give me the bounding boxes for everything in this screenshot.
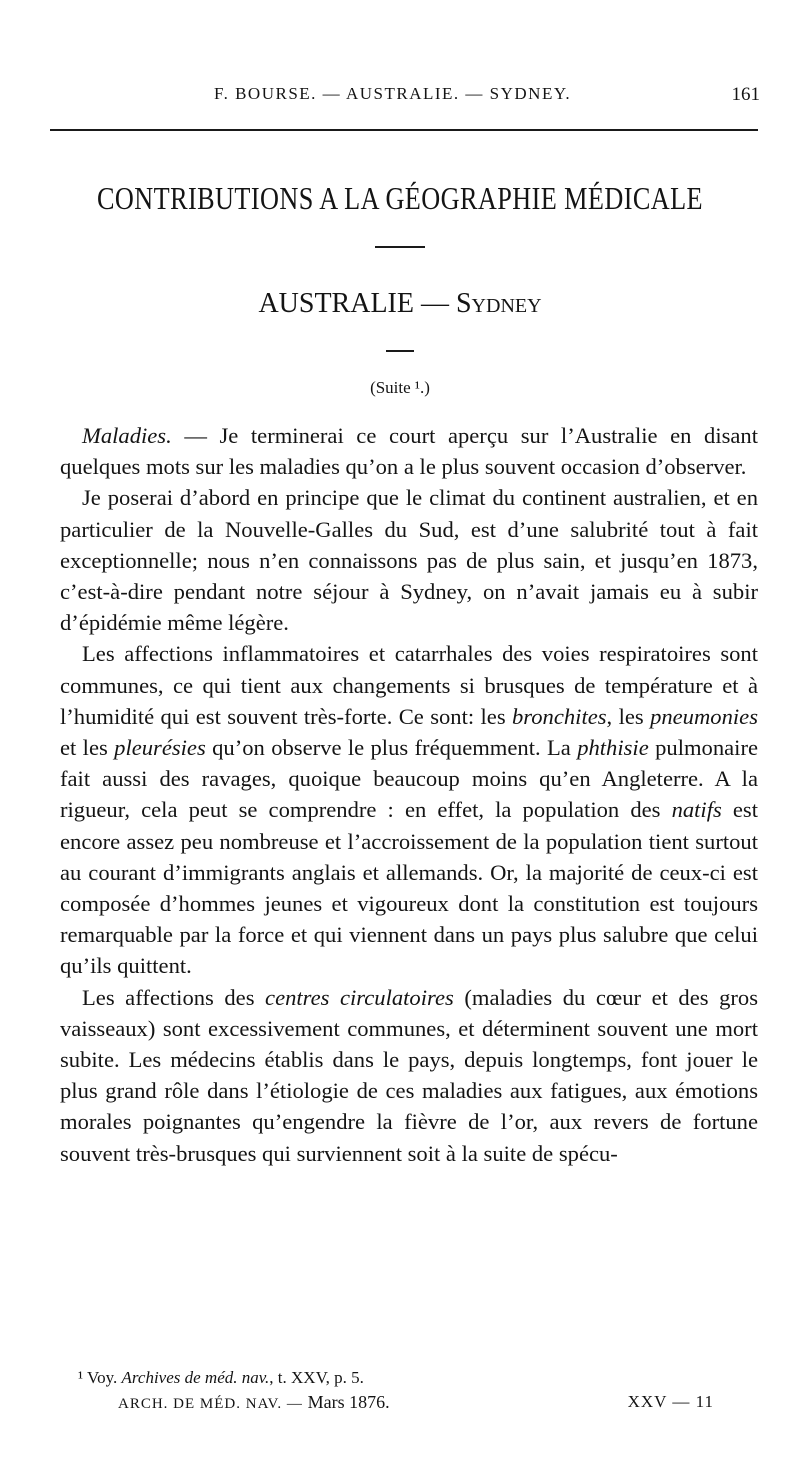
footnote-marker: ¹ xyxy=(78,1368,84,1387)
footer-journal xyxy=(118,1392,390,1413)
term-pleuresies: pleurésies xyxy=(114,735,206,761)
paragraph-affections-respiratoires xyxy=(60,638,758,981)
running-header xyxy=(0,82,800,112)
paragraph-maladies xyxy=(60,420,758,482)
page-footer xyxy=(118,1392,714,1414)
continuation-note: (Suite ¹.) xyxy=(370,378,430,397)
paragraph-text: , les xyxy=(606,703,651,729)
subtitle-divider xyxy=(386,350,414,352)
paragraph-text: est encore assez peu nombreuse et l’accroissement de la population tient surtout au courant d’immigrants anglais et allemands. Or, la majorité de ceux-ci est composée d’hommes jeunes et vigoureux dont la constitution est toujours remarquable par la force et qui viennent dans un pays plus salubre que celui qu’ils quittent. xyxy=(60,797,758,979)
term-phthisie: phthisie xyxy=(577,735,649,761)
footnote xyxy=(78,1366,758,1390)
issue-date: Mars 1876. xyxy=(307,1392,390,1412)
paragraph-text: et les xyxy=(60,735,115,761)
paragraph-text: (maladies du cœur et des gros vaisseaux) sont excessivement communes, et déterminent souvent une mort subite. Les médecins établis dans le pays, depuis longtemps, font jouer le plus grand rôle dans l’étiologie de ces maladies aux fatigues, aux émotions morales poignantes qu’engendre la fièvre de l’or, aux revers de fortune souvent très-brusques qui surviennent soit à la suite de spécu- xyxy=(60,984,758,1166)
paragraph-affections-circulatoires xyxy=(60,982,758,1169)
paragraph-climat: Je poserai d’abord en principe que le climat du continent australien, et en particulier de la Nouvelle-Galles du Sud, est d’une salubrité tout à fait exceptionnelle; nous n’en connaissons pas de plus sain, et jusqu’en 1873, c’est-à-dire pendant notre séjour à Sydney, on n’avait jamais eu à subir d’épidémie même légère. xyxy=(60,485,758,636)
footnote-reference: , t. XXV, p. 5. xyxy=(269,1368,364,1387)
journal-abbreviation: ARCH. DE MÉD. NAV. — xyxy=(118,1396,303,1412)
running-title: F. BOURSE. — AUSTRALIE. — SYDNEY. xyxy=(214,84,572,103)
footnote-journal: Archives de méd. nav. xyxy=(121,1368,270,1387)
page-number: 161 xyxy=(731,84,760,105)
term-centres-circulatoires: centres circulatoires xyxy=(265,984,454,1010)
paragraph-text: — Je terminerai ce court aperçu sur l’Australie en disant quelques mots sur les maladies qu’on a le plus souvent occasion d’observer. xyxy=(60,423,758,480)
signature-mark: XXV — 11 xyxy=(627,1392,714,1411)
subtitle-city: Sydney xyxy=(455,288,542,319)
paragraph-text: pulmonaire fait aussi des ravages, quoique beaucoup moins qu’en Angleterre. A la rigueur, cela peut se comprendre : en effet, la population des xyxy=(60,735,758,823)
term-pneumonies: pneumonies xyxy=(650,703,758,729)
term-natifs: natifs xyxy=(671,797,722,823)
footnote-voy: Voy. xyxy=(83,1368,122,1387)
term-bronchites: bronchites xyxy=(512,703,607,729)
article-title: CONTRIBUTIONS A LA GÉOGRAPHIE MÉDICALE xyxy=(97,180,703,216)
header-rule xyxy=(50,129,758,131)
paragraph-text: qu’on observe le plus fréquemment. La xyxy=(205,735,578,761)
article-body xyxy=(60,420,758,1169)
paragraph-text: Les affections inflammatoires et catarrhales des voies respiratoires sont communes, ce qui tient aux changements si brusques de température et à l’humidité qui est souvent très-forte. Ce sont: les xyxy=(60,641,758,729)
article-subtitle xyxy=(0,288,800,320)
paragraph-lead: Maladies. xyxy=(82,423,172,448)
paragraph-text: Les affections des xyxy=(82,984,266,1010)
subtitle-main: AUSTRALIE — xyxy=(258,288,449,319)
title-divider xyxy=(375,246,425,248)
